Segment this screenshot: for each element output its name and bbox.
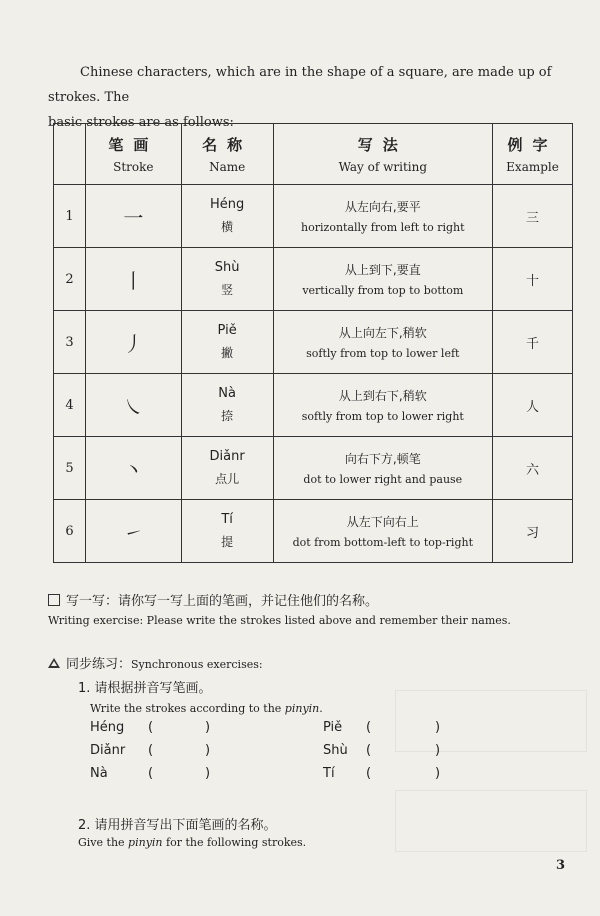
header-stroke: 笔画 Stroke bbox=[85, 124, 181, 185]
sync-heading-en: Synchronous exercises: bbox=[131, 658, 263, 671]
row-number: 3 bbox=[54, 311, 86, 374]
blank-open[interactable]: ( bbox=[148, 720, 154, 735]
example-char: 习 bbox=[493, 500, 573, 563]
blank-close[interactable]: ) bbox=[205, 766, 211, 781]
stroke-glyph: ㇀ bbox=[85, 500, 181, 563]
item-shu: Shù bbox=[323, 743, 348, 758]
writing-exercise-cn: 写一写：请你写一写上面的笔画，并记住他们的名称。 bbox=[66, 594, 379, 609]
blank-open[interactable]: ( bbox=[148, 743, 154, 758]
table-row bbox=[54, 437, 573, 500]
page-number: 3 bbox=[556, 858, 566, 873]
way-of-writing: 从上到下,要直 vertically from top to bottom bbox=[273, 248, 493, 311]
stroke-name: Diǎnr 点儿 bbox=[181, 437, 273, 500]
header-way: 写法 Way of writing bbox=[273, 124, 493, 185]
blank-open[interactable]: ( bbox=[366, 766, 372, 781]
stroke-glyph: 丿 bbox=[85, 311, 181, 374]
stroke-name: Héng 横 bbox=[181, 185, 273, 248]
writing-exercise-en: Writing exercise: Please write the strokes listed above and remember their names. bbox=[48, 614, 511, 627]
item-na: Nà bbox=[90, 766, 108, 781]
way-of-writing: 向右下方,顿笔 dot to lower right and pause bbox=[273, 437, 493, 500]
example-char: 十 bbox=[493, 248, 573, 311]
stroke-glyph: ㇏ bbox=[85, 374, 181, 437]
intro-line-1: Chinese characters, which are in the shape of a square, are made up of strokes. The bbox=[48, 65, 552, 105]
stroke-name: Nà 捺 bbox=[181, 374, 273, 437]
writing-exercise-heading bbox=[48, 590, 588, 609]
blank-close[interactable]: ) bbox=[435, 743, 441, 758]
item-dianr: Diǎnr bbox=[90, 743, 126, 758]
blank-open[interactable]: ( bbox=[148, 766, 154, 781]
row-number: 4 bbox=[54, 374, 86, 437]
triangle-bullet-icon bbox=[48, 658, 60, 668]
sync-heading bbox=[48, 653, 588, 672]
example-char: 三 bbox=[493, 185, 573, 248]
item-heng: Héng bbox=[90, 720, 125, 735]
header-example: 例字 Example bbox=[493, 124, 573, 185]
stroke-name: Tí 提 bbox=[181, 500, 273, 563]
way-of-writing: 从上到右下,稍软 softly from top to lower right bbox=[273, 374, 493, 437]
row-number: 1 bbox=[54, 185, 86, 248]
exercise-items bbox=[90, 720, 510, 790]
stroke-glyph: 丨 bbox=[85, 248, 181, 311]
square-bullet-icon bbox=[48, 594, 60, 606]
table-row bbox=[54, 374, 573, 437]
way-of-writing: 从左下向右上 dot from bottom-left to top-right bbox=[273, 500, 493, 563]
way-of-writing: 从上向左下,稍软 softly from top to lower left bbox=[273, 311, 493, 374]
row-number: 5 bbox=[54, 437, 86, 500]
table-row bbox=[54, 185, 573, 248]
question-1: 1. 请根据拼音写笔画。 bbox=[78, 681, 212, 696]
blank-close[interactable]: ) bbox=[205, 743, 211, 758]
blank-open[interactable]: ( bbox=[366, 720, 372, 735]
header-name: 名称 Name bbox=[181, 124, 273, 185]
item-pie: Piě bbox=[323, 720, 343, 735]
row-number: 6 bbox=[54, 500, 86, 563]
example-char: 六 bbox=[493, 437, 573, 500]
table-row bbox=[54, 500, 573, 563]
blank-close[interactable]: ) bbox=[435, 720, 441, 735]
header-blank bbox=[54, 124, 86, 185]
example-char: 人 bbox=[493, 374, 573, 437]
blank-close[interactable]: ) bbox=[205, 720, 211, 735]
question-2: 2. 请用拼音写出下面笔画的名称。 bbox=[78, 818, 277, 833]
example-char: 千 bbox=[493, 311, 573, 374]
item-ti: Tí bbox=[323, 766, 335, 781]
stroke-name: Shù 竖 bbox=[181, 248, 273, 311]
question-1-en: Write the strokes according to the pinyin. bbox=[90, 702, 323, 715]
sync-heading-cn: 同步练习： bbox=[66, 657, 132, 672]
blank-open[interactable]: ( bbox=[366, 743, 372, 758]
intro-line-2: basic strokes are as follows: bbox=[48, 115, 234, 130]
stroke-name: Piě 撇 bbox=[181, 311, 273, 374]
row-number: 2 bbox=[54, 248, 86, 311]
table-header-row bbox=[54, 124, 573, 185]
table-row bbox=[54, 248, 573, 311]
strokes-table bbox=[53, 123, 573, 563]
way-of-writing: 从左向右,要平 horizontally from left to right bbox=[273, 185, 493, 248]
table-row bbox=[54, 311, 573, 374]
stroke-glyph: 一 bbox=[85, 185, 181, 248]
stroke-glyph: 丶 bbox=[85, 437, 181, 500]
question-2-en: Give the pinyin for the following strokes. bbox=[78, 836, 307, 849]
blank-close[interactable]: ) bbox=[435, 766, 441, 781]
